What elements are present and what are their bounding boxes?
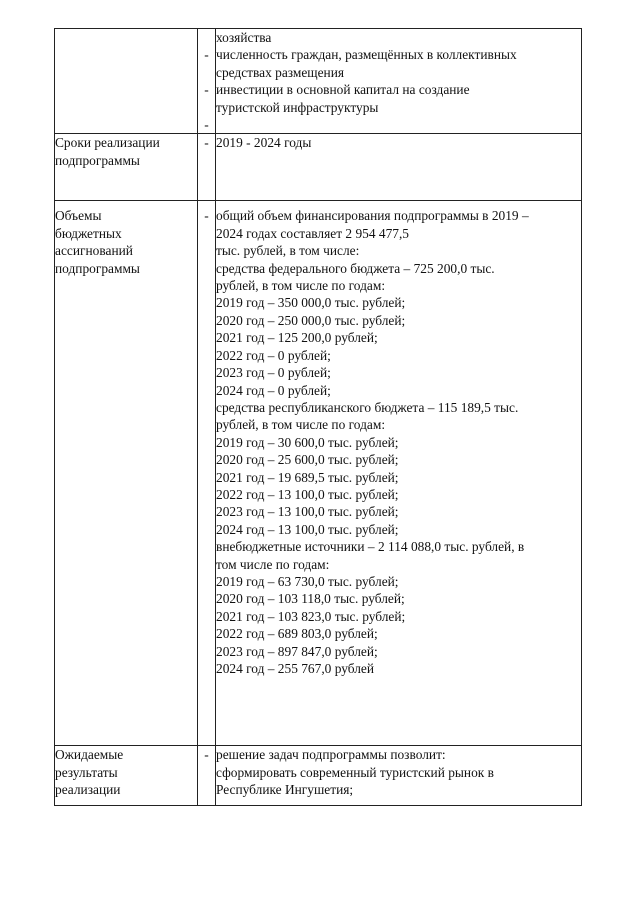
dash-marker-line: - <box>204 117 209 133</box>
row-content-line: сформировать современный туристский рынок в <box>216 764 494 780</box>
dash-marker-line <box>198 99 215 116</box>
row-content-line: решение задач подпрограммы позволит: <box>216 747 446 763</box>
row-label <box>55 29 198 134</box>
row-content-line: тыс. рублей, в том числе: <box>216 243 360 259</box>
row-content-line: 2023 год – 0 рублей; <box>216 365 331 381</box>
row-label-line: реализации <box>55 782 121 798</box>
row-content-line: 2022 год – 689 803,0 рублей; <box>216 626 378 642</box>
row-label <box>55 134 198 201</box>
row-label-line: Объемы <box>55 208 102 224</box>
dash-marker-line: - <box>204 47 209 63</box>
row-content-line: туристской инфраструктуры <box>216 99 379 115</box>
row-label-line: ассигнований <box>55 243 133 259</box>
dash-marker <box>198 29 216 134</box>
dash-marker-line <box>198 29 215 46</box>
row-content-line: 2020 год – 25 600,0 тыс. рублей; <box>216 452 399 468</box>
row-label-line: подпрограммы <box>55 152 140 168</box>
dash-marker-line <box>198 64 215 81</box>
row-content-line: том числе по годам: <box>216 556 330 572</box>
row-content <box>216 201 582 746</box>
row-content-line: рублей, в том числе по годам: <box>216 278 386 294</box>
dash-marker-line: - <box>204 82 209 98</box>
row-implementation-period <box>55 134 582 201</box>
row-content-line: общий объем финансирования подпрограммы в 2019 – <box>216 208 529 224</box>
row-label-line: подпрограммы <box>55 260 140 276</box>
row-content <box>216 134 582 201</box>
row-content-line: 2021 год – 19 689,5 тыс. рублей; <box>216 469 399 485</box>
row-content-line: 2019 - 2024 годы <box>216 135 312 151</box>
row-content-line: 2019 год – 63 730,0 тыс. рублей; <box>216 573 399 589</box>
row-content-line: 2019 год – 350 000,0 тыс. рублей; <box>216 295 406 311</box>
row-content-line: Республике Ингушетия; <box>216 782 354 798</box>
row-label <box>55 746 198 806</box>
row-content-line: 2022 год – 13 100,0 тыс. рублей; <box>216 486 399 502</box>
row-content-line: 2022 год – 0 рублей; <box>216 347 331 363</box>
row-label-line: результаты <box>55 764 118 780</box>
row-content-line: средства республиканского бюджета – 115 189,5 тыс. <box>216 399 519 415</box>
row-content-line: 2020 год – 103 118,0 тыс. рублей; <box>216 591 405 607</box>
row-label-line: Ожидаемые <box>55 747 124 763</box>
row-label-line: Сроки реализации <box>55 135 160 151</box>
row-content-line: рублей, в том числе по годам: <box>216 417 386 433</box>
row-content-line: численность граждан, размещённых в коллективных <box>216 47 517 63</box>
row-content-line: 2024 год – 255 767,0 рублей <box>216 661 375 676</box>
row-budget-allocations <box>55 201 582 746</box>
row-content-line: внебюджетные источники – 2 114 088,0 тыс. рублей, в <box>216 539 525 555</box>
dash-marker <box>198 201 216 746</box>
row-content-line: хозяйства <box>216 30 272 45</box>
row-content-line: средства федерального бюджета – 725 200,0 тыс. <box>216 260 495 276</box>
row-content-line: 2024 год – 0 рублей; <box>216 382 331 398</box>
row-content-line: 2023 год – 13 100,0 тыс. рублей; <box>216 504 399 520</box>
dash-marker-line: - <box>204 135 209 151</box>
row-content-line: средствах размещения <box>216 64 345 80</box>
row-content-line: инвестиции в основной капитал на создание <box>216 82 470 98</box>
row-content-line: 2023 год – 897 847,0 рублей; <box>216 643 378 659</box>
row-content-line: 2024 годах составляет 2 954 477,5 <box>216 225 410 241</box>
row-content-line: 2019 год – 30 600,0 тыс. рублей; <box>216 434 399 450</box>
row-content-line: 2020 год – 250 000,0 тыс. рублей; <box>216 312 406 328</box>
row-content-line: 2021 год – 125 200,0 рублей; <box>216 330 378 346</box>
row-content-line: 2024 год – 13 100,0 тыс. рублей; <box>216 521 399 537</box>
dash-marker <box>198 746 216 806</box>
row-expected-results <box>55 746 582 806</box>
row-content <box>216 746 582 806</box>
dash-marker-line: - <box>204 747 209 763</box>
row-indicators-continued <box>55 29 582 134</box>
row-label-line: бюджетных <box>55 225 122 241</box>
passport-table <box>54 28 582 806</box>
row-content <box>216 29 582 134</box>
row-label <box>55 201 198 746</box>
row-content-line: 2021 год – 103 823,0 тыс. рублей; <box>216 608 406 624</box>
dash-marker <box>198 134 216 201</box>
dash-marker-line: - <box>204 208 209 224</box>
